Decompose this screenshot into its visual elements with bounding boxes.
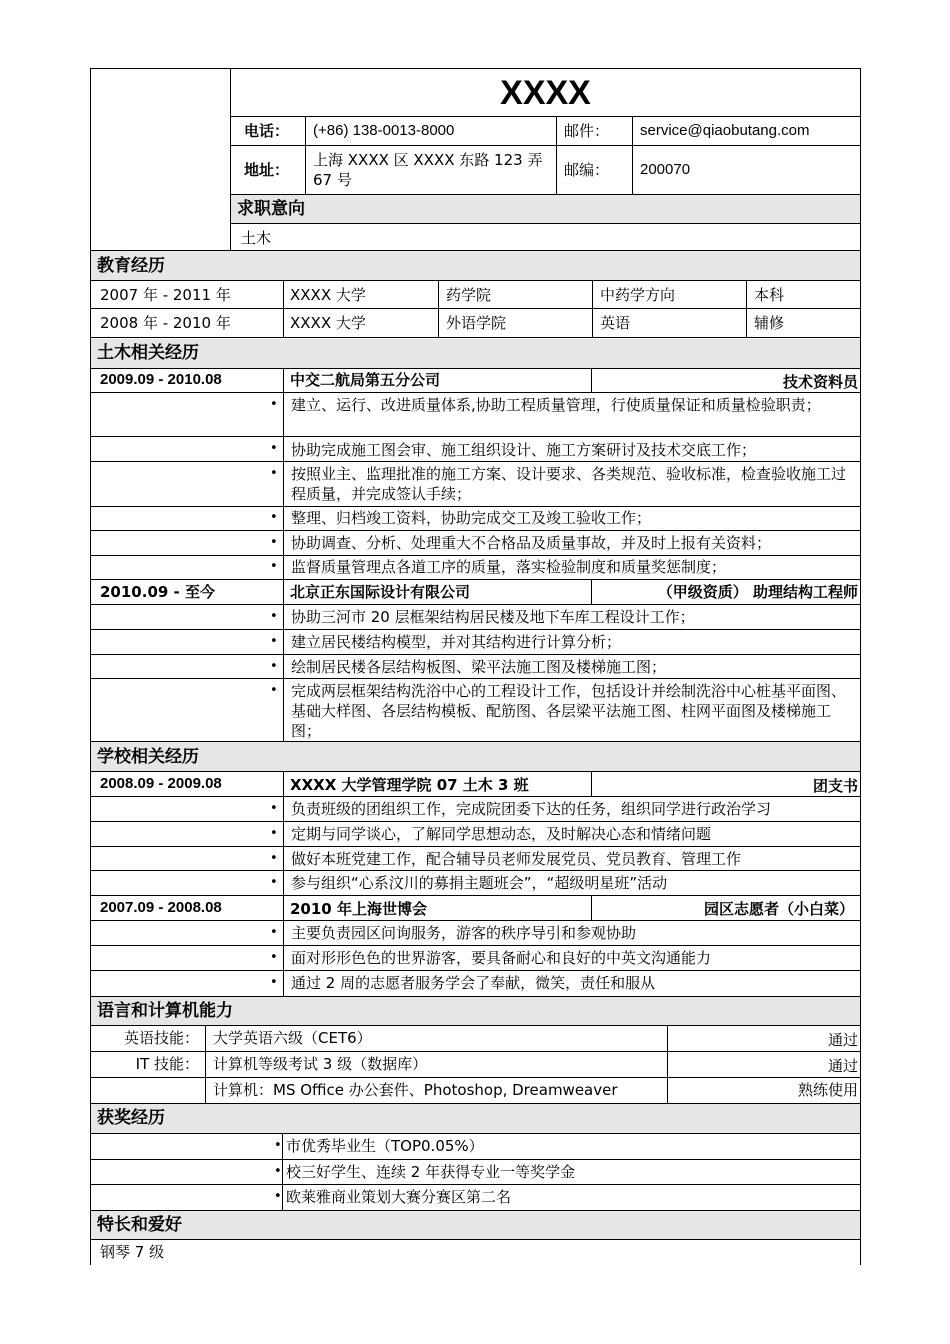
bullet: • <box>270 397 278 412</box>
skill-item: 大学英语六级（CET6） <box>213 1029 372 1047</box>
bullet: • <box>274 1138 282 1153</box>
job-period: 2008.09 - 2009.08 <box>100 775 222 792</box>
bullet: • <box>274 1164 282 1179</box>
job-org: XXXX 大学管理学院 07 土木 3 班 <box>290 776 529 794</box>
edu-degree: 辅修 <box>754 314 785 332</box>
school-experience-title: 学校相关经历 <box>97 747 199 767</box>
edu-degree: 本科 <box>754 286 785 304</box>
job-role: 园区志愿者（小白菜） <box>703 900 854 918</box>
bullet: • <box>270 875 278 890</box>
job-period: 2010.09 - 至今 <box>100 583 215 601</box>
bullet: • <box>270 851 278 866</box>
job-bullet: 定期与同学谈心，了解同学思想动态，及时解决心态和情绪问题 <box>291 825 712 843</box>
job-bullet: 主要负责园区问询服务，游客的秩序导引和参观协助 <box>291 924 637 942</box>
bullet: • <box>270 609 278 624</box>
objective-value: 土木 <box>241 229 272 247</box>
bullet: • <box>270 683 278 698</box>
edu-college: 外语学院 <box>446 314 507 332</box>
job-bullet: 监督质量管理点各道工序的质量，落实检验制度和质量奖惩制度； <box>291 558 727 576</box>
skill-level: 通过 <box>827 1057 858 1075</box>
address-line-1: 上海 XXXX 区 XXXX 东路 123 弄 <box>313 151 543 169</box>
hobbies-title: 特长和爱好 <box>97 1215 182 1235</box>
job-bullet: 面对形形色色的世界游客，要具备耐心和良好的中英文沟通能力 <box>291 949 712 967</box>
award-item: 市优秀毕业生（TOP0.05%） <box>286 1137 484 1155</box>
phone-value: (+86) 138-0013-8000 <box>313 122 455 139</box>
email-label: 邮件： <box>564 122 610 140</box>
skill-level: 通过 <box>827 1031 858 1049</box>
job-bullet: 协助调查、分析、处理重大不合格品及质量事故，并及时上报有关资料； <box>291 534 772 552</box>
edu-college: 药学院 <box>446 286 492 304</box>
bullet: • <box>270 510 278 525</box>
bullet: • <box>270 559 278 574</box>
job-bullet: 建立居民楼结构模型，并对其结构进行计算分析； <box>291 633 622 651</box>
skills-title: 语言和计算机能力 <box>97 1001 233 1021</box>
email-value: service@qiaobutang.com <box>640 122 810 139</box>
job-role: （甲级资质） 助理结构工程师 <box>657 583 858 601</box>
bullet: • <box>270 925 278 940</box>
job-bullet: 按照业主、监理批准的施工方案、设计要求、各类规范、验收标准，检查验收施工过程质量，并完成签认手续； <box>291 465 847 503</box>
job-period: 2009.09 - 2010.08 <box>100 371 222 388</box>
bullet: • <box>270 950 278 965</box>
address-label: 地址： <box>244 161 290 179</box>
edu-period: 2007 年 - 2011 年 <box>100 286 231 304</box>
skill-item: 计算机：MS Office 办公套件、Photoshop, Dreamweaver <box>213 1081 618 1099</box>
candidate-name: XXXX <box>500 74 591 112</box>
award-item: 欧莱雅商业策划大赛分赛区第二名 <box>286 1188 512 1206</box>
job-company: 中交二航局第五分公司 <box>290 371 441 389</box>
objective-title: 求职意向 <box>237 199 305 219</box>
job-bullet: 参与组织“心系汶川的募捐主题班会”，“超级明星班”活动 <box>291 874 668 892</box>
job-period: 2007.09 - 2008.08 <box>100 899 222 916</box>
bullet: • <box>270 441 278 456</box>
education-title: 教育经历 <box>97 256 165 276</box>
edu-major: 英语 <box>600 314 631 332</box>
award-item: 校三好学生、连续 2 年获得专业一等奖学金 <box>286 1163 576 1181</box>
job-bullet: 协助完成施工图会审、施工组织设计、施工方案研讨及技术交底工作； <box>291 441 757 459</box>
bullet: • <box>270 975 278 990</box>
job-role: 技术资料员 <box>782 373 858 391</box>
hobbies-value: 钢琴 7 级 <box>100 1243 165 1261</box>
bullet: • <box>270 535 278 550</box>
phone-label: 电话： <box>244 122 290 140</box>
zip-value: 200070 <box>640 161 691 178</box>
job-bullet: 建立、运行、改进质量体系,协助工程质量管理，行使质量保证和质量检验职责； <box>291 396 821 414</box>
job-bullet: 协助三河市 20 层框架结构居民楼及地下车库工程设计工作； <box>291 608 695 626</box>
skill-label: IT 技能： <box>135 1055 199 1073</box>
job-company: 北京正东国际设计有限公司 <box>290 583 471 601</box>
job-bullet: 做好本班党建工作，配合辅导员老师发展党员、党员教育、管理工作 <box>291 850 742 868</box>
job-bullet: 绘制居民楼各层结构板图、梁平法施工图及楼梯施工图； <box>291 658 667 676</box>
bullet: • <box>270 466 278 481</box>
skill-item: 计算机等级考试 3 级（数据库） <box>213 1055 428 1073</box>
edu-school: XXXX 大学 <box>290 314 366 332</box>
awards-title: 获奖经历 <box>97 1108 165 1128</box>
skill-label: 英语技能： <box>123 1029 199 1047</box>
edu-school: XXXX 大学 <box>290 286 366 304</box>
bullet: • <box>270 801 278 816</box>
zip-label: 邮编： <box>564 161 610 179</box>
bullet: • <box>270 826 278 841</box>
job-bullet: 通过 2 周的志愿者服务学会了奉献，微笑，责任和服从 <box>291 974 656 992</box>
civil-experience-title: 土木相关经历 <box>97 343 199 363</box>
skill-level: 熟练使用 <box>797 1081 858 1099</box>
bullet: • <box>270 634 278 649</box>
bullet: • <box>274 1189 282 1204</box>
job-org: 2010 年上海世博会 <box>290 900 427 918</box>
bullet: • <box>270 659 278 674</box>
edu-period: 2008 年 - 2010 年 <box>100 314 231 332</box>
job-bullet: 整理、归档竣工资料，协助完成交工及竣工验收工作； <box>291 509 652 527</box>
edu-major: 中药学方向 <box>600 286 676 304</box>
address-line-2: 67 号 <box>313 171 352 189</box>
job-bullet: 完成两层框架结构洗浴中心的工程设计工作，包括设计并绘制洗浴中心桩基平面图、基础大样图、各层结构模板、配筋图、各层梁平法施工图、柱网平面图及楼梯施工图； <box>291 682 847 740</box>
job-bullet: 负责班级的团组织工作，完成院团委下达的任务，组织同学进行政治学习 <box>291 800 772 818</box>
job-role: 团支书 <box>812 777 858 795</box>
